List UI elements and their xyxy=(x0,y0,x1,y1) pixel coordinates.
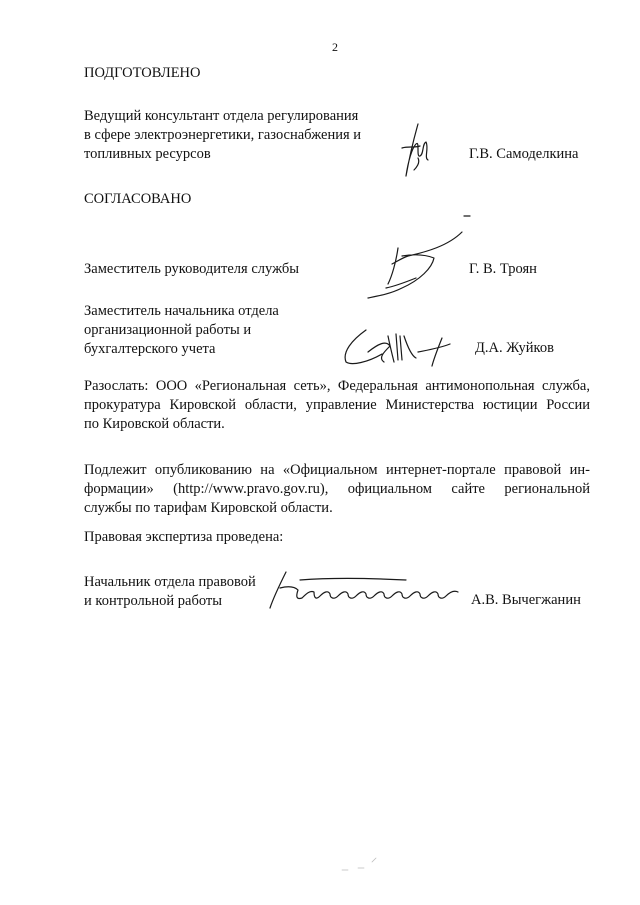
position-line: Начальник отдела правовой xyxy=(84,574,256,590)
publication-line: службы по тарифам Кировской области. xyxy=(84,500,333,516)
position-line: Ведущий консультант отдела регулирования xyxy=(84,108,359,124)
position-line: и контрольной работы xyxy=(84,593,222,609)
position-line: бухгалтерского учета xyxy=(84,341,216,357)
prepared-heading: ПОДГОТОВЛЕНО xyxy=(84,65,201,81)
legal-review-note: Правовая экспертиза проведена: xyxy=(84,529,284,545)
publication-line: формации» (http://www.pravo.gov.ru), официальном сайте региональной xyxy=(84,481,590,497)
position-line: Заместитель начальника отдела xyxy=(84,303,279,319)
signer-1-name: Г. В. Троян xyxy=(469,261,537,277)
distribution-paragraph xyxy=(84,377,590,434)
signature-vychegzhanin xyxy=(266,568,462,612)
distribution-line: Разослать: ООО «Региональная сеть», Федеральная антимонопольная служба, xyxy=(84,378,590,394)
publication-line: Подлежит опубликованию на «Официальном интернет-портале правовой ин- xyxy=(84,462,590,478)
distribution-line: по Кировской области. xyxy=(84,416,225,432)
signature-troyan xyxy=(362,212,474,308)
agreed-heading: СОГЛАСОВАНО xyxy=(84,191,192,207)
signature-zhuikov xyxy=(338,322,466,370)
signer-2-name: Д.А. Жуйков xyxy=(475,340,554,356)
signer-2-position xyxy=(84,302,279,359)
position-line: в сфере электроэнергетики, газоснабжения и xyxy=(84,127,362,143)
signer-1-position: Заместитель руководителя службы xyxy=(84,261,300,277)
scan-mark xyxy=(340,856,380,876)
position-line: топливных ресурсов xyxy=(84,146,211,162)
signature-samodelkina xyxy=(396,118,436,186)
page-number: 2 xyxy=(332,40,338,54)
prepared-position xyxy=(84,107,361,164)
legal-review-position xyxy=(84,573,256,611)
position-line: организационной работы и xyxy=(84,322,252,338)
distribution-line: прокуратура Кировской области, управление Министерства юстиции России xyxy=(84,397,590,413)
prepared-name: Г.В. Самоделкина xyxy=(469,146,579,162)
legal-review-name: А.В. Вычегжанин xyxy=(471,592,581,608)
publication-paragraph xyxy=(84,461,590,518)
